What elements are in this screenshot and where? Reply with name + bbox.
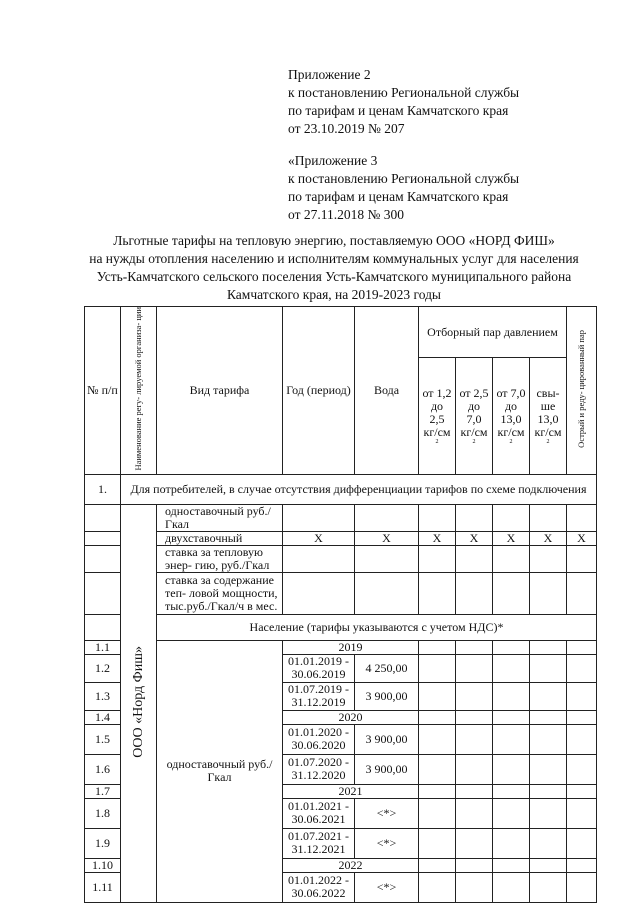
col-header-org-text: Наименование регу- лируемой организа- ции [132, 307, 143, 471]
population-text: Население (тарифы указываются с учетом НДС)* [157, 614, 597, 640]
steam-col-header: от 2,5 до 7,0 кг/см 2 [456, 358, 493, 474]
header-line: «Приложение 3 [288, 153, 378, 168]
period-year: 2021 [283, 784, 419, 798]
row-num: 1.2 [85, 654, 121, 682]
col-header-water: Вода [355, 307, 419, 475]
row-num: 1.6 [85, 754, 121, 784]
steam-col-header: от 1,2 до 2,5 кг/см 2 [419, 358, 456, 474]
title-line: Камчатского края, на 2019-2023 годы [226, 287, 442, 302]
org-name-cell [121, 504, 157, 902]
rate-label: ставка за содержание теп- ловой мощности, тыс.руб./Гкал/ч в мес. [157, 572, 283, 614]
col-header-org [121, 307, 157, 475]
period-dates: 01.07.2020 - 31.12.2020 [283, 754, 355, 784]
title-line: на нужды отопления населению и исполнителям коммунальных услуг для населения [89, 251, 579, 266]
water-value: <*> [355, 872, 419, 902]
period-dates: 01.01.2022 - 30.06.2022 [283, 872, 355, 902]
table-row [85, 640, 597, 654]
section-num: 1. [85, 474, 121, 504]
row-num: 1.9 [85, 828, 121, 858]
row-num: 1.1 [85, 640, 121, 654]
org-name: ООО «Норд Фиш» [131, 645, 146, 758]
water-value: 3 900,00 [355, 754, 419, 784]
title-line: Усть-Камчатского сельского поселения Усть-Камчатского муниципального района [96, 269, 572, 284]
header-line: Приложение 2 [288, 67, 371, 82]
row-num: 1.3 [85, 682, 121, 710]
col-header-num: № п/п [85, 307, 121, 475]
title-line: Льготные тарифы на тепловую энергию, поставляемую ООО «НОРД ФИШ» [113, 233, 555, 248]
x-mark: X [456, 531, 493, 545]
rate-label: ставка за тепловую энер- гию, руб./Гкал [157, 545, 283, 572]
col-header-period: Год (период) [283, 307, 355, 475]
row-num: 1.4 [85, 710, 121, 724]
row-num: 1.10 [85, 858, 121, 872]
rate-label: двухставочный [157, 531, 283, 545]
x-mark: X [530, 531, 567, 545]
period-dates: 01.01.2021 - 30.06.2021 [283, 798, 355, 828]
table-row [85, 504, 597, 531]
col-header-sharp-text: Острый и реду- цированный пар [575, 329, 586, 448]
header-line: от 23.10.2019 № 207 [288, 121, 405, 136]
header-appendix-2 [288, 66, 519, 138]
water-value: <*> [355, 798, 419, 828]
x-mark: X [355, 531, 419, 545]
period-year: 2019 [283, 640, 419, 654]
section-row [85, 474, 597, 504]
header-appendix-3 [288, 152, 519, 224]
period-year: 2020 [283, 710, 419, 724]
water-value: 3 900,00 [355, 682, 419, 710]
water-value: 4 250,00 [355, 654, 419, 682]
period-year: 2022 [283, 858, 419, 872]
row-num: 1.8 [85, 798, 121, 828]
table-row [85, 572, 597, 614]
x-mark: X [493, 531, 530, 545]
header-line: к постановлению Региональной службы [288, 171, 520, 186]
water-value: 3 900,00 [355, 724, 419, 754]
header-line: к постановлению Региональной службы [288, 85, 520, 100]
steam-col-header: свы- ше 13,0 кг/см 2 [530, 358, 567, 474]
row-num: 1.11 [85, 872, 121, 902]
period-dates: 01.07.2021 - 31.12.2021 [283, 828, 355, 858]
rate-label: одноставочный руб./Гкал [157, 640, 283, 902]
row-num: 1.5 [85, 724, 121, 754]
x-mark: X [419, 531, 456, 545]
col-header-type: Вид тарифа [157, 307, 283, 475]
rate-label: одноставочный руб./Гкал [157, 504, 283, 531]
period-dates: 01.07.2019 - 31.12.2019 [283, 682, 355, 710]
section-text: Для потребителей, в случае отсутствия дифференциации тарифов по схеме подключения [121, 474, 597, 504]
row-num: 1.7 [85, 784, 121, 798]
water-value: <*> [355, 828, 419, 858]
header-line: по тарифам и ценам Камчатского края [288, 189, 509, 204]
col-header-sharp [567, 307, 597, 475]
population-row [85, 614, 597, 640]
steam-col-header: от 7,0 до 13,0 кг/см 2 [493, 358, 530, 474]
x-mark: X [567, 531, 597, 545]
header-line: по тарифам и ценам Камчатского края [288, 103, 509, 118]
period-dates: 01.01.2019 - 30.06.2019 [283, 654, 355, 682]
table-header-row [85, 307, 597, 358]
period-dates: 01.01.2020 - 30.06.2020 [283, 724, 355, 754]
x-mark: X [283, 531, 355, 545]
document-title [40, 232, 628, 304]
tariff-table [84, 306, 597, 903]
col-header-steam: Отборный пар давлением [419, 307, 567, 358]
table-row [85, 545, 597, 572]
table-row [85, 531, 597, 545]
header-line: от 27.11.2018 № 300 [288, 207, 404, 222]
